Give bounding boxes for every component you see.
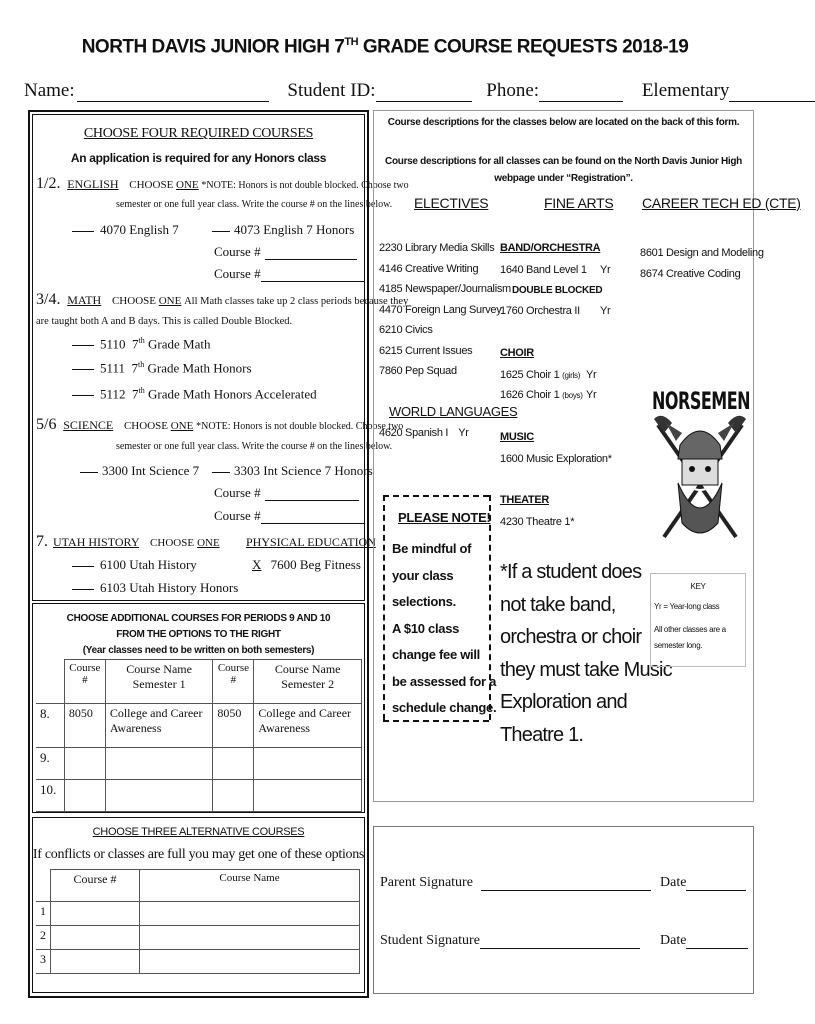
science-option-1[interactable]: 3300 Int Science 7 [80,463,199,479]
history-option-1[interactable]: 6100 Utah History [72,557,197,573]
table-row: 8. 8050 College and Career Awareness 8050 College and Career Awareness [36,704,362,748]
col-course-2: Course # [213,660,254,704]
list-item: 4146 Creative Writing [379,262,479,275]
table-header-row [36,660,362,704]
science-course-line-1[interactable]: Course # [214,485,359,501]
science-course-line-2[interactable]: Course # [214,508,365,524]
list-item: 6210 Civics [379,324,433,336]
list-item: 6215 Current Issues [379,344,473,357]
student-date[interactable]: Date [660,933,748,949]
cte-heading: CAREER TECH ED (CTE) [642,195,801,211]
name-field[interactable] [77,101,269,102]
key-line-2: All other classes are a semester long. [654,625,726,650]
alternatives-sub: If conflicts or classes are full you may get one of these options [32,847,365,862]
notice-border-top [383,495,489,497]
english-option-2[interactable]: 4073 English 7 Honors [212,222,354,238]
table-row: 9. [36,748,362,780]
math-section: 3/4. MATH CHOOSE ONE All Math classes take up 2 class periods because they [36,291,409,308]
music-heading: MUSIC [500,431,534,443]
name-label: Name: [24,80,75,101]
math-option-3[interactable]: 5112 7th Grade Math Honors Accelerated [72,386,317,402]
table-row: 2 [36,926,360,950]
math-option-2[interactable]: 5111 7th Grade Math Honors [72,360,252,376]
list-item: 7860 Pep Squad [379,365,457,377]
elementary-field[interactable] [729,101,815,102]
alternatives-heading: CHOOSE THREE ALTERNATIVE COURSES [92,826,305,838]
notice-title: PLEASE NOTE! [398,510,491,525]
electives-heading: ELECTIVES [414,195,489,211]
description-note-2: Course descriptions for all classes can be found on the North Davis Junior High [385,156,742,167]
world-language-item: 4620 Spanish I Yr [379,427,469,439]
key-line-1: Yr = Year-long class [654,602,720,611]
parent-date[interactable]: Date [660,875,746,891]
additional-heading: CHOOSE ADDITIONAL COURSES FOR PERIODS 9 AND 10 FROM THE OPTIONS TO THE RIGHT (Year classes need to be written on both semesters) [66,613,331,656]
honors-note: An application is required for any Honors class [70,151,327,165]
col-name-2: Course Name Semester 2 [254,660,362,704]
alternatives-table [36,869,360,974]
choir-item-1: 1625 Choir 1 (girls) Yr [500,369,597,381]
history-option-2[interactable]: 6103 Utah History Honors [72,580,238,596]
elementary-label: Elementary [641,80,730,101]
pe-heading: PHYSICAL EDUCATION [246,535,376,549]
theater-item: 4230 Theatre 1* [500,516,575,528]
english-option-1[interactable]: 4070 English 7 [72,222,179,238]
pe-option[interactable]: X 7600 Beg Fitness [246,557,361,573]
notice-border-left [383,495,385,720]
world-languages-heading: WORLD LANGUAGES [389,404,518,419]
science-option-2[interactable]: 3303 Int Science 7 Honors [212,463,373,479]
viking-icon [652,411,748,551]
list-item: 2230 Library Media Skills [379,242,495,254]
notice-text: Be mindful of your class selections. A $10 class change fee will be assessed for a schedule change. [392,541,497,715]
col-course-1: Course # [64,660,105,704]
phone-label: Phone: [486,80,540,101]
student-info-row [24,80,754,102]
cte-list [640,243,764,284]
english-course-line-1[interactable]: Course # [214,244,357,260]
table-row: 1 [36,902,360,926]
band-requirement-note: *If a student does not take band, orchestra or choir they must take Music Exploration and Theatre 1. [500,561,672,746]
electives-list [379,238,511,382]
english-section: 1/2. ENGLISH CHOOSE ONE *NOTE: Honors is not double blocked. Choose two [36,175,409,192]
english-note: semester or one full year class. Write the course # on the lines below. [116,199,393,210]
theater-heading: THEATER [500,494,550,506]
student-id-label: Student ID: [287,80,376,101]
list-item: 4185 Newspaper/Journalism [379,283,511,295]
table-row: 3 [36,950,360,974]
page-title: NORTH DAVIS JUNIOR HIGH 7TH GRADE COURSE REQUESTS 2018-19 [81,36,689,58]
pe-checkmark: X [252,557,262,572]
table-row: 10. [36,780,362,812]
math-option-1[interactable]: 5110 7th Grade Math [72,336,210,352]
required-heading: CHOOSE FOUR REQUIRED COURSES [83,126,314,141]
choir-heading: CHOIR [500,347,534,359]
english-course-line-2[interactable]: Course # [214,266,365,282]
col-name-1: Course Name Semester 1 [105,660,213,704]
choir-item-2: 1626 Choir 1 (boys) Yr [500,389,597,401]
description-note-1: Course descriptions for the classes below are located on the back of this form. [387,117,740,128]
student-signature[interactable]: Student Signature [380,933,640,949]
list-item: 4470 Foreign Lang Survey [379,303,502,316]
band-orchestra-heading: BAND/ORCHESTRA [500,242,601,254]
student-id-field[interactable] [376,101,472,102]
parent-signature[interactable]: Parent Signature [380,875,651,891]
description-note-3: webpage under “Registration”. [494,173,633,184]
list-item: 8674 Creative Coding [640,267,741,280]
phone-field[interactable] [539,101,623,102]
signature-section [373,826,754,994]
alt-col-course: Course # [51,870,140,902]
math-note: are taught both A and B days. This is called Double Blocked. [36,316,293,327]
science-section: 5/6 SCIENCE CHOOSE ONE *NOTE: Honors is not double blocked. Choose two [36,416,404,433]
alt-col-name: Course Name [140,870,360,902]
list-item: 8601 Design and Modeling [640,247,764,259]
key-title: KEY [690,582,706,591]
science-note: semester or one full year class. Write the course # on the lines below. [116,441,393,452]
norsemen-logo: NORSEMEN [652,385,748,551]
double-blocked-label: DOUBLE BLOCKED [512,285,603,296]
music-item: 1600 Music Exploration* [500,453,612,465]
fine-arts-heading: FINE ARTS [544,195,614,211]
band-item: 1640 Band Level 1 Yr [500,264,611,276]
orchestra-item: 1760 Orchestra II Yr [500,305,611,317]
history-section: 7. UTAH HISTORY CHOOSE ONE [36,533,220,550]
additional-courses-table [36,659,362,812]
